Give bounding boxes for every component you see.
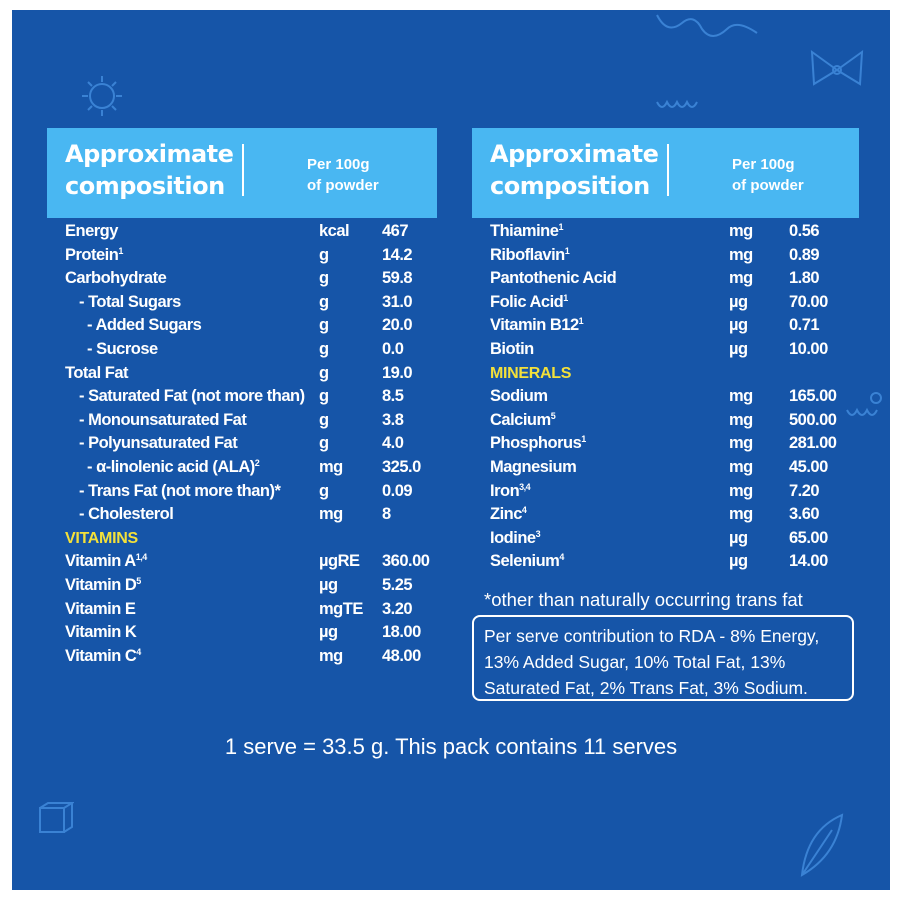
nutrient-name-text: Total Fat (65, 363, 129, 382)
footnote-ref: 1,4 (135, 552, 147, 563)
nutrient-unit: g (319, 481, 329, 500)
rda-contribution-box: Per serve contribution to RDA - 8% Energy, 13% Added Sugar, 10% Total Fat, 13% Saturated Fat, 2% Trans Fat, 3% Sodium. (472, 615, 854, 701)
nutrient-value: 5.25 (382, 575, 413, 594)
nutrient-value: 10.00 (789, 339, 828, 358)
nutrient-name-text: Vitamin C (65, 646, 137, 665)
table-row (472, 432, 859, 456)
nutrient-unit: g (319, 363, 329, 382)
footnote-ref: 1 (558, 222, 563, 232)
nutrient-unit: µg (319, 623, 338, 642)
nutrient-name (87, 338, 158, 362)
nutrient-unit: mg (729, 387, 753, 406)
nutrient-value: 65.00 (789, 528, 828, 547)
nutrient-value: 31.0 (382, 292, 413, 311)
nutrient-value: 4.0 (382, 434, 404, 453)
table-row (472, 550, 859, 574)
nutrient-value: 0.56 (789, 222, 820, 240)
nutrient-name-text: Magnesium (490, 457, 577, 476)
nutrient-unit: µg (729, 339, 748, 358)
nutrient-value: 3.8 (382, 410, 404, 429)
nutrient-unit: g (319, 292, 329, 311)
right-composition-table (472, 128, 859, 574)
nutrient-name (490, 503, 526, 527)
table-row (47, 362, 437, 386)
nutrient-unit: g (319, 434, 329, 453)
table-row (47, 432, 437, 456)
nutrient-name (490, 244, 569, 268)
nutrient-name-text: - Total Sugars (79, 292, 181, 311)
nutrient-value: 281.00 (789, 434, 837, 453)
vitamin-rows (472, 220, 859, 362)
nutrient-name (65, 267, 166, 291)
nutrient-unit: mg (729, 269, 753, 288)
footnote-ref: 1 (563, 292, 568, 303)
nutrient-name-text: Vitamin B12 (490, 316, 579, 335)
table-row (47, 220, 437, 244)
nutrient-value: 467 (382, 222, 409, 240)
nutrient-unit: mg (729, 245, 753, 264)
nutrient-name (490, 527, 540, 551)
nutrient-unit: mg (319, 457, 343, 476)
nutrient-name (490, 291, 568, 315)
table-row (47, 385, 437, 409)
nutrient-name-text: Iron (490, 481, 520, 500)
nutrient-unit: µg (729, 552, 748, 571)
nutrient-name-text: Pantothenic Acid (490, 269, 617, 288)
nutrient-value: 48.00 (382, 646, 421, 665)
nutrient-value: 325.0 (382, 457, 421, 476)
nutrient-rows (47, 220, 437, 527)
nutrient-unit: mg (319, 505, 343, 524)
minerals-heading: MINERALS (490, 364, 572, 382)
nutrient-name-text: Protein (65, 245, 119, 264)
nutrient-name (79, 409, 246, 433)
nutrient-name-text: - Cholesterol (79, 505, 174, 524)
table-row (472, 503, 859, 527)
nutrient-name-text: Zinc (490, 505, 522, 524)
footnote-ref: 4 (136, 646, 141, 657)
nutrition-panel (12, 10, 890, 890)
table-row (47, 314, 437, 338)
nutrient-value: 0.0 (382, 339, 404, 358)
nutrient-unit: g (319, 269, 329, 288)
nutrient-name (65, 220, 118, 244)
footnote-ref: 5 (136, 575, 141, 586)
footnote-ref: 1 (564, 245, 570, 256)
header-divider (667, 144, 669, 196)
nutrient-unit: g (319, 316, 329, 335)
table-row (47, 409, 437, 433)
sun-doodle-icon (72, 70, 132, 120)
table-row (47, 244, 437, 268)
nutrient-unit: g (319, 245, 329, 264)
table-row (47, 550, 437, 574)
per-100g-label: Per 100g of powder (732, 156, 804, 194)
nutrient-name (490, 432, 586, 456)
nutrient-unit: g (319, 410, 329, 429)
nutrient-name-text: Vitamin D (65, 575, 137, 594)
table-header (47, 128, 437, 218)
nutrient-name-text: - α-linolenic acid (ALA) (87, 457, 255, 476)
nutrient-name (490, 385, 548, 409)
footnote-ref: 4 (521, 505, 527, 516)
nutrient-name-text: Vitamin K (65, 623, 137, 642)
nutrient-value: 14.2 (382, 245, 413, 264)
table-row (472, 338, 859, 362)
nutrient-value: 7.20 (789, 481, 820, 500)
nutrient-name-text: - Polyunsaturated Fat (79, 434, 238, 453)
footnote-ref: 3 (535, 528, 541, 539)
table-row (472, 527, 859, 551)
table-header (472, 128, 859, 218)
nutrient-value: 0.09 (382, 481, 413, 500)
nutrient-value: 70.00 (789, 292, 828, 311)
nutrient-value: 165.00 (789, 387, 837, 406)
nutrient-value: 8 (382, 505, 391, 524)
nutrient-unit: µg (319, 575, 338, 594)
nutrient-unit: µg (729, 292, 748, 311)
nutrient-name (490, 409, 555, 433)
nutrient-value: 1.80 (789, 269, 820, 288)
footnote-ref: 1 (118, 245, 123, 256)
nutrient-value: 500.00 (789, 410, 837, 429)
nutrient-name (65, 645, 141, 669)
vitamins-heading: VITAMINS (65, 529, 138, 547)
nutrient-name (79, 503, 173, 527)
nutrient-name (65, 244, 123, 268)
nutrient-name (490, 480, 530, 504)
nutrient-name-text: - Monounsaturated Fat (79, 410, 247, 429)
table-row (472, 409, 859, 433)
nutrient-name (65, 621, 136, 645)
nutrient-unit: g (319, 387, 329, 406)
table-row (47, 267, 437, 291)
left-composition-table (47, 128, 437, 668)
nutrient-value: 18.00 (382, 623, 421, 642)
table-row (472, 456, 859, 480)
nutrient-unit: µgRE (319, 552, 360, 571)
footnote-ref: 5 (550, 410, 556, 421)
nutrient-name (490, 338, 534, 362)
nutrient-unit: mg (729, 481, 753, 500)
nutrient-name (87, 456, 259, 480)
nutrient-value: 0.71 (789, 316, 820, 335)
nutrient-unit: mg (319, 646, 343, 665)
vitamin-rows (47, 550, 437, 668)
table-row (47, 645, 437, 669)
table-row (47, 621, 437, 645)
swirl-doodle-icon (652, 10, 762, 40)
table-row (47, 503, 437, 527)
table-row (472, 220, 859, 244)
table-row (472, 480, 859, 504)
serving-info: 1 serve = 33.5 g. This pack contains 11 serves (224, 734, 678, 759)
nutrient-name-text: - Trans Fat (not more than)* (79, 481, 281, 500)
nutrient-name-text: Carbohydrate (65, 269, 167, 288)
nutrient-name (65, 550, 147, 574)
nutrient-unit: µg (729, 316, 748, 335)
nutrient-value: 59.8 (382, 269, 413, 288)
toy-block-doodle-icon (34, 800, 74, 840)
nutrient-value: 8.5 (382, 387, 404, 406)
nutrient-name-text: - Added Sugars (87, 316, 202, 335)
nutrient-name-text: Energy (65, 222, 118, 240)
nutrient-value: 19.0 (382, 363, 413, 382)
nutrient-unit: mg (729, 410, 753, 429)
nutrient-name-text: Phosphorus (490, 434, 582, 453)
nutrient-name (490, 267, 616, 291)
table-row (472, 291, 859, 315)
nutrient-value: 360.00 (382, 552, 430, 571)
nutrient-value: 3.60 (789, 505, 820, 524)
table-row (47, 574, 437, 598)
nutrient-name-text: Selenium (490, 552, 560, 571)
footnote-ref: 1 (581, 434, 586, 445)
header-divider (242, 144, 244, 196)
table-row (472, 244, 859, 268)
table-title: Approximate composition (65, 140, 234, 200)
nutrient-unit: mg (729, 505, 753, 524)
nutrient-unit: mg (729, 434, 753, 453)
table-row (47, 456, 437, 480)
per-100g-label: Per 100g of powder (307, 156, 379, 194)
nutrient-name (87, 314, 201, 338)
trans-fat-footnote: *other than naturally occurring trans fat (484, 589, 803, 610)
nutrient-name-text: - Sucrose (87, 339, 158, 358)
nutrient-unit: mg (729, 457, 753, 476)
table-row (47, 338, 437, 362)
table-row (472, 267, 859, 291)
footnote-ref: 1 (578, 316, 584, 327)
nutrient-unit: µg (729, 528, 748, 547)
nutrient-name (65, 598, 135, 622)
nutrient-name (79, 291, 181, 315)
table-row (47, 480, 437, 504)
table-row (472, 314, 859, 338)
table-row (472, 385, 859, 409)
nutrient-name-text: Vitamin E (65, 599, 136, 618)
nutrient-name-text: Folic Acid (490, 292, 564, 311)
nutrient-name-text: Vitamin A (65, 552, 136, 571)
nutrient-name (490, 550, 564, 574)
table-row (47, 291, 437, 315)
nutrient-unit: kcal (319, 222, 350, 240)
mineral-rows (472, 385, 859, 574)
nutrient-name (490, 456, 576, 480)
nutrient-name (65, 362, 128, 386)
nutrient-value: 0.89 (789, 245, 820, 264)
nutrient-name (65, 574, 141, 598)
nutrient-name-text: - Saturated Fat (not more than) (79, 387, 305, 406)
bow-doodle-icon (802, 40, 872, 100)
table-row (47, 598, 437, 622)
nutrient-name (490, 314, 583, 338)
table-title: Approximate composition (490, 140, 659, 200)
nutrient-value: 20.0 (382, 316, 413, 335)
nutrient-unit: mgTE (319, 599, 363, 618)
nutrient-name-text: Sodium (490, 387, 548, 406)
nutrient-unit: mg (729, 222, 753, 240)
leaf-doodle-icon (792, 810, 852, 880)
nutrient-name-text: Thiamine (490, 222, 559, 240)
nutrient-value: 14.00 (789, 552, 828, 571)
nutrient-name (79, 480, 280, 504)
nutrient-name-text: Iodine (490, 528, 536, 547)
footnote-ref: 2 (254, 457, 260, 468)
footnote-ref: 3,4 (519, 481, 531, 492)
nutrient-value: 3.20 (382, 599, 413, 618)
nutrient-name-text: Biotin (490, 339, 534, 358)
nutrient-value: 45.00 (789, 457, 828, 476)
nutrient-unit: g (319, 339, 329, 358)
nutrient-name (79, 385, 305, 409)
nutrient-name-text: Calcium (490, 410, 551, 429)
footnote-ref: 4 (559, 552, 564, 563)
nutrient-name (490, 220, 563, 244)
wave-doodle-icon (652, 92, 702, 122)
nutrient-name (79, 432, 237, 456)
nutrient-name-text: Riboflavin (490, 245, 565, 264)
